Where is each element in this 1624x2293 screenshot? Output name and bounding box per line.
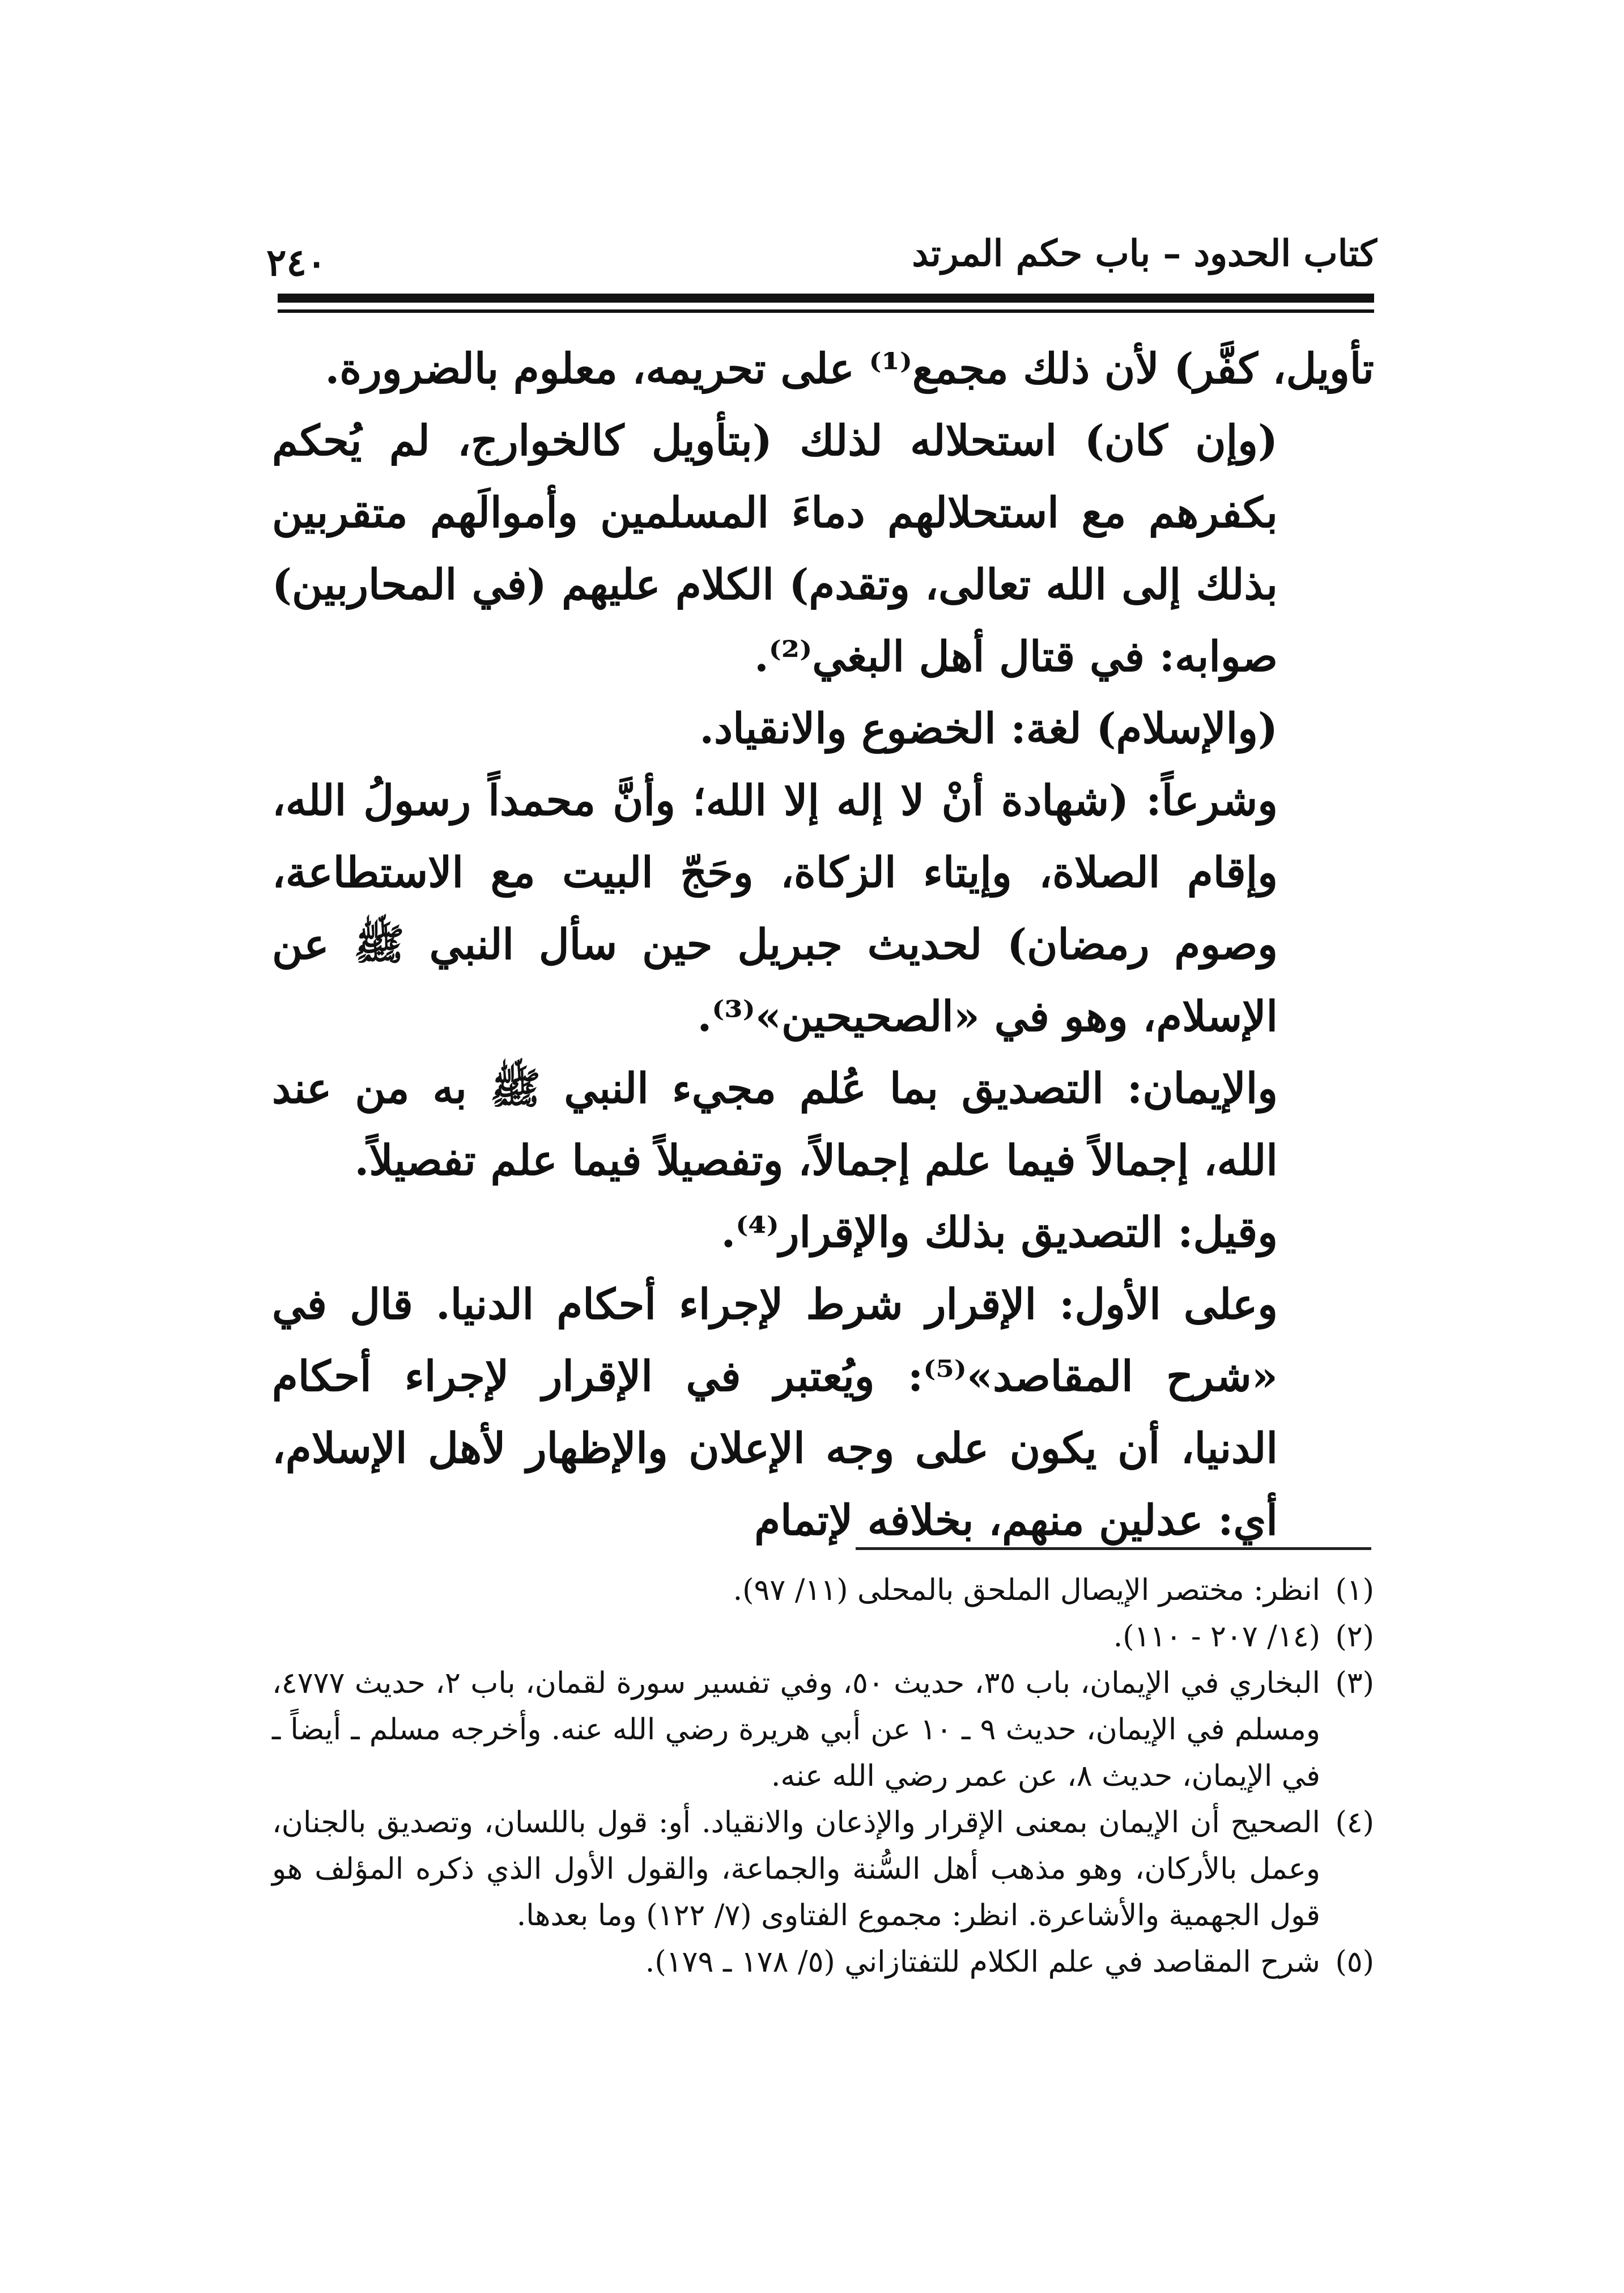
footnote-number: (٤) bbox=[1335, 1806, 1374, 1840]
paragraph: (والإسلام) لغة: الخضوع والانقياد. bbox=[699, 704, 1278, 753]
paragraph: وعلى الأول: الإقرار شرط لإجراء أحكام الدنيا. قال في «شرح المقاصد»⁽⁵⁾: ويُعتبر في الإقرار لإجراء أحكام الدنيا، أن يكون على وجه الإعلان والإظهار لأهل الإسلام، أي: عدلين منهم، بخلافه لإتمام bbox=[272, 1280, 1278, 1545]
footnote-text: البخاري في الإيمان، باب ٣٥، حديث ٥٠، وفي تفسير سورة لقمان، باب ٢، حديث ٤٧٧٧، ومسلم في الإيمان، حديث ٩ ـ ١٠ عن أبي هريرة رضي الله عنه. وأخرجه مسلم ـ أيضاً ـ في الإيمان، حديث ٨، عن عمر رضي الله عنه. bbox=[272, 1666, 1320, 1793]
footnotes bbox=[272, 1567, 1374, 1985]
footnote-number: (١) bbox=[1335, 1573, 1374, 1607]
footnote-number: (٣) bbox=[1335, 1666, 1374, 1700]
paragraph: (وإن كان) استحلاله لذلك (بتأويل كالخوارج، لم يُحكم بكفرهم مع استحلالهم دماءَ المسلمين وأموالَهم متقربين بذلك إلى الله تعالى، وتقدم) الكلام عليهم (في المحاربين) صوابه: في قتال أهل البغي⁽²⁾. bbox=[272, 417, 1278, 681]
footnote-separator bbox=[856, 1547, 1371, 1550]
footnote bbox=[272, 1799, 1374, 1939]
paragraph: تأويل، كفَّر) لأن ذلك مجمع⁽¹⁾ على تحريمه، معلوم بالضرورة. bbox=[325, 345, 1374, 393]
footnote bbox=[272, 1939, 1374, 1985]
footnote-text: انظر: مختصر الإيصال الملحق بالمحلى (١١/ ٩٧). bbox=[733, 1573, 1320, 1607]
page-number: ٢٤٠ bbox=[266, 240, 327, 284]
footnote bbox=[272, 1613, 1374, 1660]
footnote-number: (٢) bbox=[1335, 1620, 1374, 1654]
footnote-text: الصحيح أن الإيمان بمعنى الإقرار والإذعان والانقياد. أو: قول باللسان، وتصديق بالجنان، وعمل بالأركان، وهو مذهب أهل السُّنة والجماعة، والقول الأول الذي ذكره المؤلف هو قول الجهمية والأشاعرة. انظر: مجموع الفتاوى (٧/ ١٢٢) وما بعدها. bbox=[272, 1806, 1321, 1933]
running-header bbox=[266, 221, 1377, 283]
header-rule-thick bbox=[278, 294, 1374, 303]
main-text bbox=[272, 333, 1374, 1557]
chapter-title: كتاب الحدود – باب حكم المرتد bbox=[912, 232, 1377, 275]
footnote-text: (١٤/ ٢٠٧ - ١١٠). bbox=[1113, 1620, 1320, 1654]
footnote bbox=[272, 1567, 1374, 1613]
header-rule-thin bbox=[278, 309, 1374, 313]
footnote-number: (٥) bbox=[1335, 1945, 1374, 1979]
paragraph: والإيمان: التصديق بما عُلم مجيء النبي ﷺ به من عند الله، إجمالاً فيما علم إجمالاً، وتفصيلاً فيما علم تفصيلاً. bbox=[272, 1064, 1278, 1185]
footnote-text: شرح المقاصد في علم الكلام للتفتازاني (٥/ ١٧٨ ـ ١٧٩). bbox=[645, 1945, 1320, 1979]
paragraph: وقيل: التصديق بذلك والإقرار⁽⁴⁾. bbox=[721, 1208, 1278, 1257]
footnote bbox=[272, 1660, 1374, 1799]
paragraph: وشرعاً: (شهادة أنْ لا إله إلا الله؛ وأنَّ محمداً رسولُ الله، وإقام الصلاة، وإيتاء الزكاة، وحَجّ البيت مع الاستطاعة، وصوم رمضان) لحديث جبريل حين سأل النبي ﷺ عن الإسلام، وهو في «الصحيحين»⁽³⁾. bbox=[272, 776, 1278, 1041]
